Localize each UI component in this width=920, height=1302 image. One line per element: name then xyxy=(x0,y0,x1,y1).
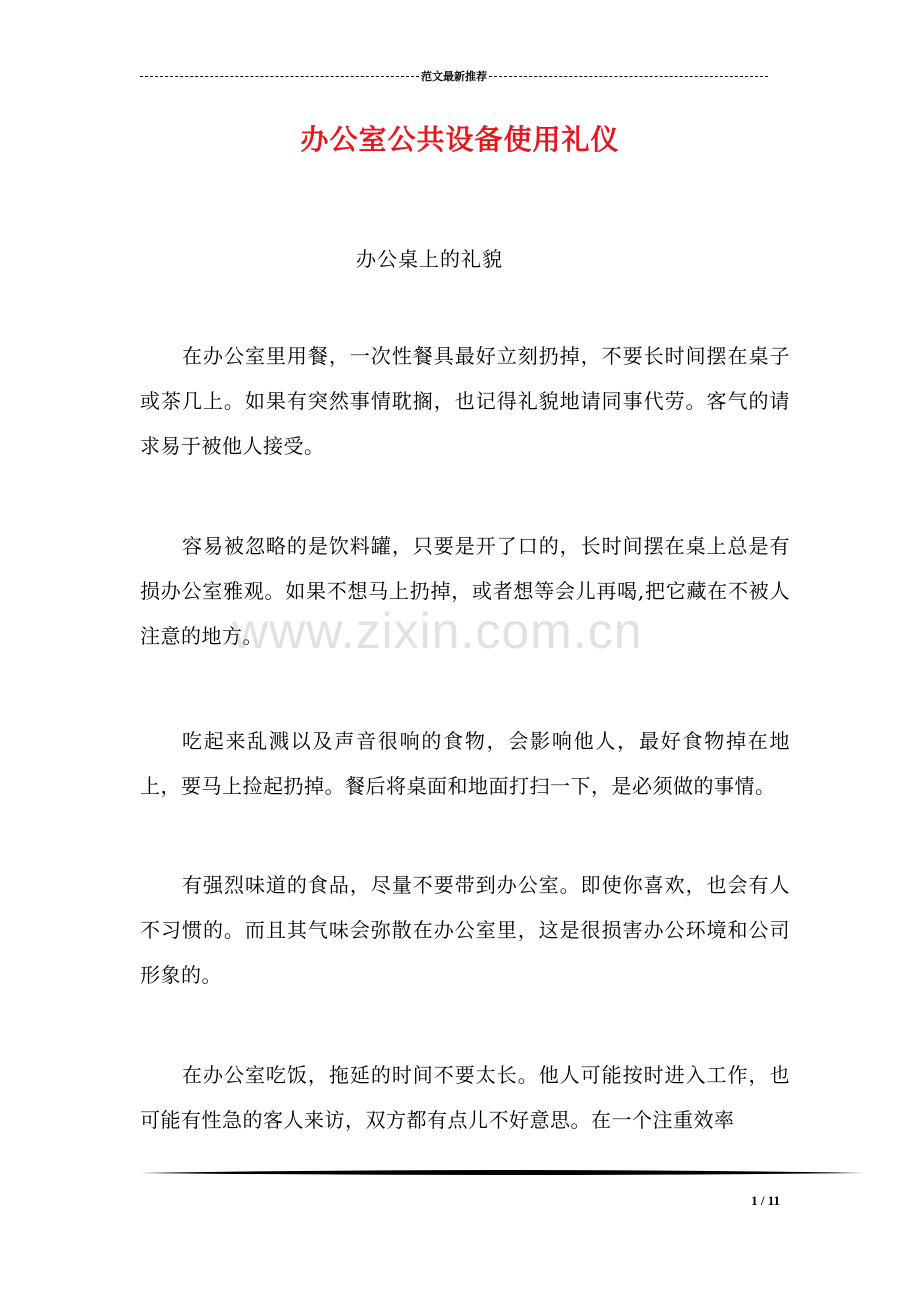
section-subtitle: 办公桌上的礼貌 xyxy=(356,247,503,271)
paragraph-4: 有强烈味道的食品，尽量不要带到办公室。即使你喜欢，也会有人不习惯的。而且其气味会弥散在办公室里，这是很损害办公环境和公司形象的。 xyxy=(140,873,790,987)
header-dash-right xyxy=(489,76,768,77)
watermark: www.zixin.com.cn xyxy=(232,603,643,659)
footer-divider xyxy=(140,1166,864,1180)
page-number: 1 / 11 xyxy=(751,1193,780,1208)
paragraph-2: 容易被忽略的是饮料罐，只要是开了口的，长时间摆在桌上总是有损办公室雅观。如果不想马上扔掉，或者想等会儿再喝,把它藏在不被人注意的地方。 xyxy=(140,534,790,648)
paragraph-3: 吃起来乱溅以及声音很响的食物，会影响他人，最好食物掉在地上，要马上捡起扔掉。餐后将桌面和地面打扫一下，是必须做的事情。 xyxy=(140,729,790,798)
header-banner xyxy=(140,68,768,84)
paragraph-5: 在办公室吃饭，拖延的时间不要太长。他人可能按时进入工作，也可能有性急的客人来访，双方都有点儿不好意思。在一个注重效率 xyxy=(140,1063,790,1132)
header-label: 范文最新推荐 xyxy=(421,71,487,83)
header-dash-left xyxy=(140,76,419,77)
document-title: 办公室公共设备使用礼仪 xyxy=(300,123,620,156)
paragraph-1: 在办公室里用餐，一次性餐具最好立刻扔掉，不要长时间摆在桌子或茶几上。如果有突然事情耽搁，也记得礼貌地请同事代劳。客气的请求易于被他人接受。 xyxy=(140,344,790,458)
